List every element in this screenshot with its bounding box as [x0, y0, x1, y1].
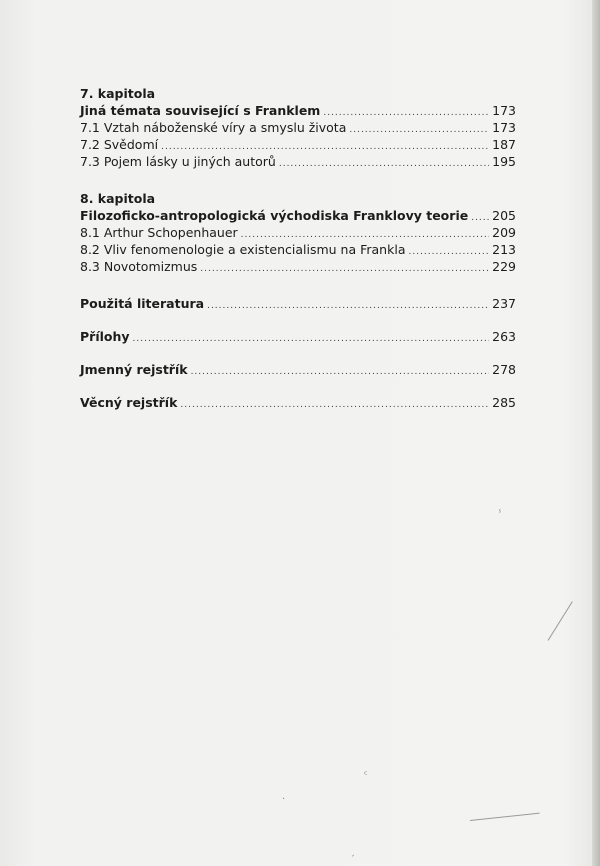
appendix-entry-block: [80, 329, 516, 346]
dot-leader: [207, 298, 489, 314]
dot-leader: [191, 364, 490, 380]
dot-leader: [241, 227, 489, 243]
entry-text: Jmenný rejstřík: [80, 362, 188, 377]
scan-speck: ·: [282, 794, 286, 805]
dot-leader: [133, 331, 490, 347]
page-number: 173: [492, 120, 516, 135]
page-number: 285: [492, 395, 516, 410]
page-number: 187: [492, 137, 516, 152]
dot-leader: [200, 261, 489, 277]
chapter-7: [80, 86, 516, 171]
entry-text: 8.2 Vliv fenomenologie a existencialismu na Frankla: [80, 242, 406, 257]
dot-leader: [408, 244, 489, 260]
scan-speck: ᶜ: [364, 770, 368, 781]
page-edge-shadow: [592, 0, 600, 866]
table-of-contents: [80, 86, 516, 428]
name-index-entry-block: [80, 362, 516, 379]
toc-entry: [80, 362, 516, 379]
entry-text: 8.3 Novotomizmus: [80, 259, 198, 274]
page-number: 237: [492, 296, 516, 311]
entry-text: 7.1 Vztah náboženské víry a smyslu života: [80, 120, 347, 135]
entry-text: Použitá literatura: [80, 296, 205, 311]
page-number: 195: [492, 154, 516, 169]
page-number: 263: [492, 329, 516, 344]
page-number: 229: [492, 259, 516, 274]
section-entry: [80, 120, 516, 137]
dot-leader: [180, 397, 489, 413]
toc-entry: [80, 296, 516, 313]
dot-leader: [349, 122, 489, 138]
entry-text: Přílohy: [80, 329, 130, 344]
chapter-label: 8. kapitola: [80, 191, 156, 206]
section-entry: [80, 154, 516, 171]
chapter-label: 7. kapitola: [80, 86, 156, 101]
section-entry: [80, 137, 516, 154]
entry-text: 7.2 Svědomí: [80, 137, 159, 152]
chapter-title-entry: [80, 103, 516, 120]
toc-entry: [80, 329, 516, 346]
entry-text: Jiná témata související s Franklem: [80, 103, 321, 118]
chapter-8: [80, 191, 516, 276]
page-number: 278: [492, 362, 516, 377]
entry-text: 7.3 Pojem lásky u jiných autorů: [80, 154, 276, 169]
page-number: 209: [492, 225, 516, 240]
entry-text: 8.1 Arthur Schopenhauer: [80, 225, 238, 240]
dot-leader: [471, 210, 489, 226]
subject-index-entry-block: [80, 395, 516, 412]
section-entry: [80, 242, 516, 259]
scan-speck: ˏ: [350, 846, 355, 857]
page-number: 213: [492, 242, 516, 257]
entry-text: Věcný rejstřík: [80, 395, 178, 410]
dot-leader: [323, 105, 489, 121]
section-entry: [80, 225, 516, 242]
scan-speck: ⸯ: [497, 511, 503, 522]
references-entry-block: [80, 296, 516, 313]
dot-leader: [161, 139, 489, 155]
entry-text: Filozoficko-antropologická východiska Franklovy teorie: [80, 208, 469, 223]
toc-entry: [80, 395, 516, 412]
scan-scratch: [470, 813, 540, 821]
chapter-title-entry: [80, 208, 516, 225]
section-entry: [80, 259, 516, 276]
scan-scratch: [548, 601, 573, 641]
page-number: 173: [492, 103, 516, 118]
page-number: 205: [492, 208, 516, 223]
dot-leader: [279, 156, 489, 172]
